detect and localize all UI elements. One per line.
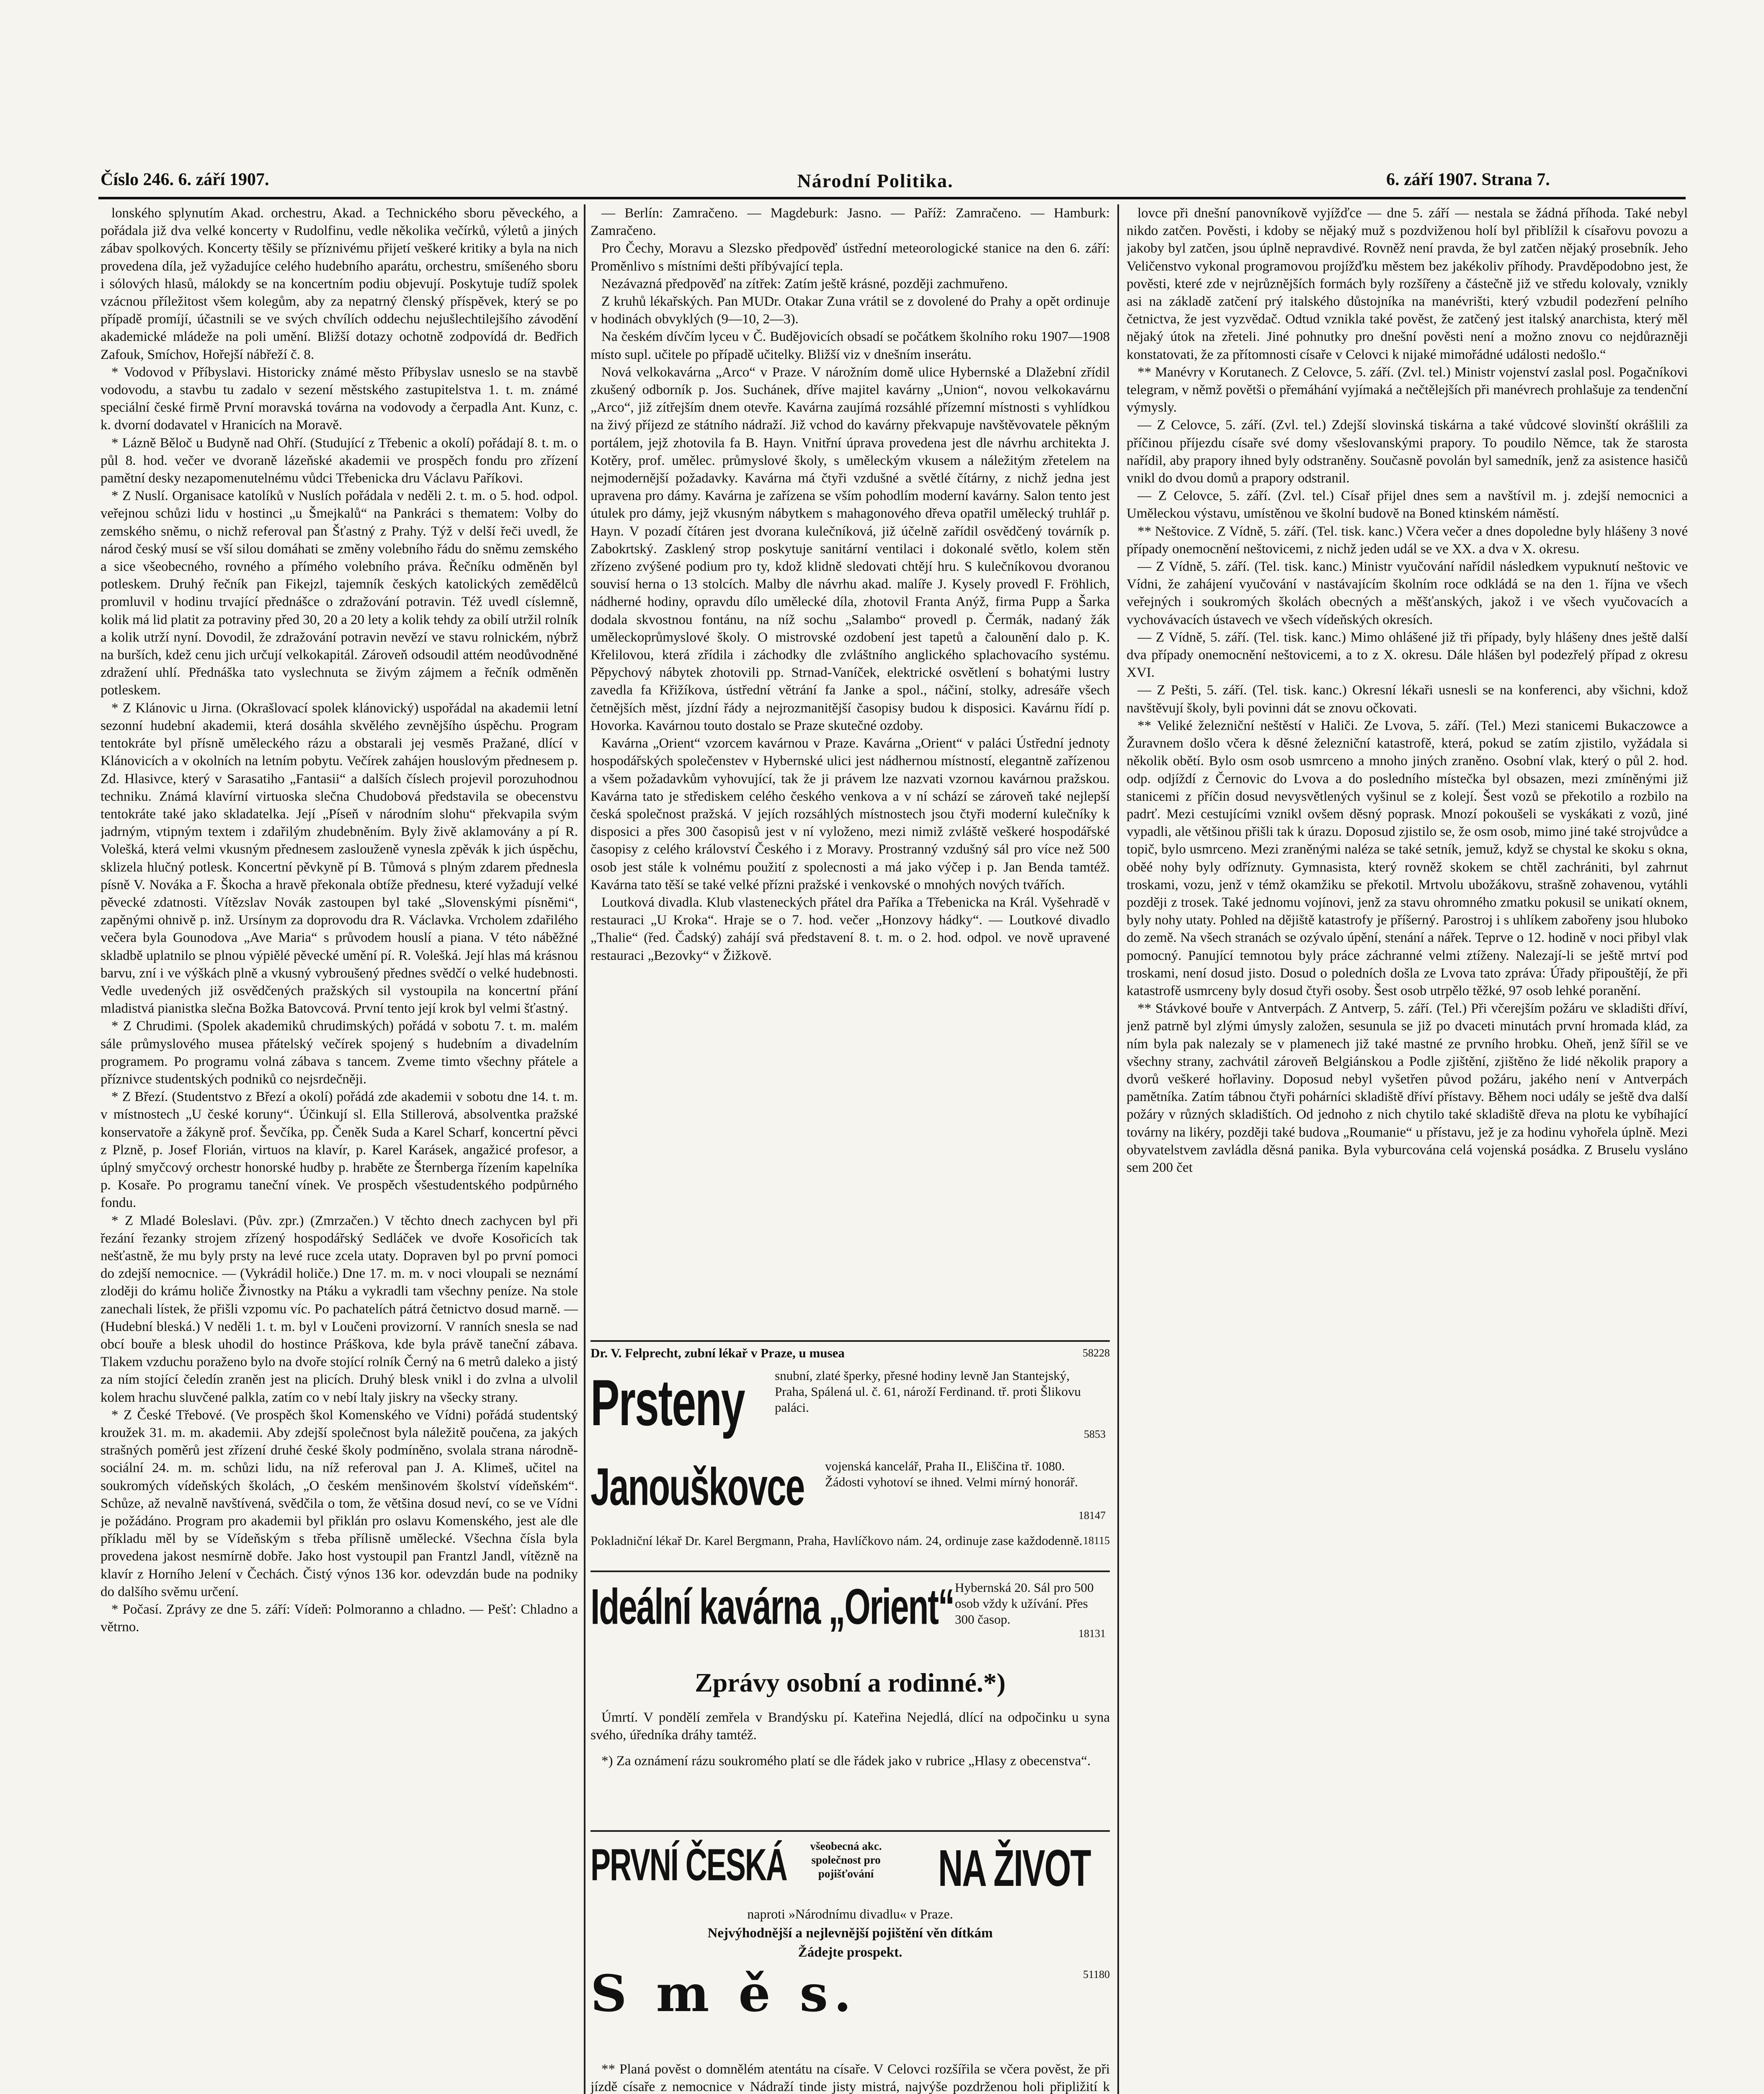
article-paragraph: ** Planá pověst o domnělém atentátu na císaře. V Celovci rozšířila se včera pověst, že při jízdě císaře z nemocnice v Nádraží tinde jisty mistrá, najvýše pozdrženou holi připližití k [591,2062,1110,2094]
ad-insurance-middle: všeobecná akc. společnost pro pojišťování [810,1840,882,1880]
ad-insurance-line: Nejvýhodnější a nejlevnější pojištění věn dítkám [707,1926,993,1941]
ad-dentist: Dr. V. Felprecht, zubní lékař v Praze, u musea 58228 [591,1346,1110,1360]
section-heading-personal: Zprávy osobní a rodinné.*) [694,1668,1006,1697]
ad-orient [591,1578,1110,1653]
article-paragraph: Nová velkokavárna „Arco“ v Praze. V nárožním domě ulice Hybernské a Dlažební zřídil zkušený odborník p. Jos. Suchánek, dříve majitel kavárny „Union“, novou velkokavárnu „Arco“, již zítřejším dnem otevře. Kavárna zaujímá rozsáhlé přízemní místnosti s vyhlídkou na živý příjezd ze státního nádraží. Již vchod do kavárny překvapuje navštěvovatele pěkným portálem, jejž zhotovila fa B. Hayn. Vnitřní úprava provedena jest dle návrhu architekta J. Kotěry, prof. umělec. průmyslové školy, s uměleckým vkusem a náležitým zřetelem na nejmodernější požadavky. Kavárna má čtyři vzdušné a světlé čítárny, z nichž jedna jest upravena pro dámy. Kavárna je zařízena se vším pohodlím moderní kavárny. Salon tento jest útulek pro dámy, jejž vkusným nábytkem s mahagonového dřeva opatřil umělecký truhlář p. Hayn. V pozadí čítáren jest dvorana kulečníková, již účelně zařídil osvědčený továrník p. Zabokrtský. Zasklený strop poskytuje sanitární ventilaci i dokonalé světlo, kolem stěn zřízeno zvýšené podium pro ty, kdož klidně sledovati chtějí hru. S kulečníkovou dvoranou souvisí herna o 13 stolcích. Malby dle návrhu akad. malíře J. Kysely provedl F. Fröhlich, nádherné hodiny, opravdu dílo umělecké díla, zhotovil Franta Anýž, firma Pupp a Šarka dodala skvostnou fontánu, na níž sochu „Salambo“ provedl p. Čermák, nadaný žák uměleckoprůmyslové školy. O mistrovské ozdobení jest tapetů a čalounění dalo p. K. Křelilovou, která zřídila i záchodky dle zvláštního anglického splachovacího systému. Pěpychový nábytek zhotovili pp. Strnad-Vaníček, elektrické osvětlení s bohatými lustry zavedla fa Křižíkova, ústřední větrání fa Janke a spol., náčiní, stolky, adresáře všech četnějších měst, jízdní řády a nejrozmanitější časopisy budou k disposici. Kavárnu řídí p. Hovorka. Kavárnou touto dostalo se Praze skutečné ozdoby. [591,364,1110,733]
article-paragraph: Kavárna „Orient“ vzorcem kavárnou v Praze. Kavárna „Orient“ v paláci Ústřední jednoty hospodářských společenstev v Hybernské ulici jest nádhernou místností, elegantně zařízenou a všem požadavkům vyhovující, tak že ji právem lze nazvati vzornou kavárnou pražskou. Kavárna tato je střediskem celého českého venkova a v ní schází se zároveň také nejlepší česká společnost pražská. V jejích rozsáhlých místnostech jsou čtyři moderní kulečníky k disposici a přes 300 časopisů jest v ní vyloženo, mezi nimiž zvláště veškeré hospodářské časopisy z celého království Českého i z Moravy. Prostranný vzdušný sál pro více než 500 osob jest stále k volnému použití z spolecnosti a má jako výčep i p. Jan Benda tamtéž. Kavárna tato těší se také velké přízni pražské i venkovské o mnohých nových tvářích. [591,736,1110,892]
ad-insurance-left: PRVNÍ ČESKÁ [591,1840,787,1890]
article-paragraph: Na českém dívčím lyceu v Č. Budějovicích obsadí se počátkem školního roku 1907—1908 místo supl. učitele po případě učitelky. Bližší viz v dnešním inserátu. [591,329,1110,362]
death-notice: Úmrtí. V pondělí zemřela v Brandýsku pí. Kateřina Nejedlá, dlící na odpočinku u syna svého, úředníka dráhy tamtéž. [591,1710,1110,1743]
article-paragraph: — Z Vídně, 5. září. (Tel. tisk. kanc.) Ministr vyučování nařídil následkem vypuknutí neštovic ve Vídni, že zahájení vyučování v nastávajícím školním roce odkládá se na den 1. října ve všech veřejných i soukromých školách obecných a měšťanských, jakož i ve všech vyučovacích a vychovávacích ústavech ve všech vídeňských okresích. [1127,559,1688,627]
article-paragraph: — Z Celovce, 5. září. (Zvl. tel.) Zdejší slovinská tiskárna a také vůdcové slovinští okrášlili za příčinou příjezdu císaře své domy všeslovanskými prapory. To poudilo Němce, tak že starosta nařídil, aby prapory ihned byly odstraněny. Současně povolán byl samedník, jenž za asistence hasičů vnikl do dvou domů a prapory odstranil. [1127,418,1688,486]
article-paragraph: ** Stávkové bouře v Antverpách. Z Antverp, 5. září. (Tel.) Při včerejším požáru ve skladišti dříví, jenž patrně byl zlými úmysly založen, sesunula se již po dvaceti minutách první hromada klád, za ním byla pak nalezaly se v plamenech již také mastné ze prvního hrobku. Oheň, jenž šířil se ve všechny strany, zachvátil zároveň Belgiánskou a Podle zjištění, zjištěno že lidé několik prapory a dvorů veškeré hořlaviny. Doposud nebyl vyšetřen původ požáru, jakého není v Antverpách pamětníka. Zatím tábnou čtyři pohárníci skladiště dříví přístavy. Během noci udály se ještě dva další požáry v různých skladištích. Od jednoho z nich chytilo také skladiště dřeva na plotu ke vybíhající továrny na likéry, později také budova „Roumanie“ u přístavu, jež je za hodinu vyhořela úplně. Mezi obyvatelstvem zavládla děsná panika. Byla vyburcována celá vojenská posádka. Z Bruselu vysláno sem 200 čet [1127,1001,1688,1175]
article-paragraph: * Z Chrudimi. (Spolek akademiků chrudimských) pořádá v sobotu 7. t. m. malém sále průmyslového musea přátelský večírek spojený s hudebním a divadelním programem. Po programu volná zábava s tancem. Zveme timto všechny přátele a příznivce studentských podniků co nejsrdečněji. [101,1019,578,1087]
article-paragraph: * Vodovod v Příbyslavi. Historicky známé město Příbyslav usneslo se na stavbě vodovodu, a stavbu tu zadalo v sezení městského zastupitelstva 1. t. m. známé speciální české firmě První moravská továrna na vodovody a čerpadla Ant. Kunz, c. k. dvorní dodavatel v Hranicích na Moravě. [101,364,578,433]
ad-rule [591,1570,1110,1572]
ad-bergmann: Pokladniční lékař Dr. Karel Bergmann, Praha, Havlíčkovo nám. 24, ordinuje zase každodenně. 18115 [591,1533,1110,1548]
ad-prsteny-word: Prsteny [591,1367,745,1440]
column-3 [1127,204,1688,2094]
header-rule [98,197,1686,199]
article-paragraph: — Z Pešti, 5. září. (Tel. tisk. kanc.) Okresní lékaři usnesli se na konferenci, aby všichni, kdož navštěvují školy, byli povinni dát se znovu očkovati. [1127,683,1688,716]
article-paragraph: — Z Celovce, 5. září. (Zvl. tel.) Císař přijel dnes sem a navštívil m. j. zdejší nemocnici a Uměleckou výstavu, umístěnou ve školní budově na Boned ktinském náměstí. [1127,488,1688,521]
article-paragraph: * Z Nuslí. Organisace katolíků v Nuslích pořádala v neděli 2. t. m. o 5. hod. odpol. veřejnou schůzi lidu v hostinci „u Šmejkalů“ na Pankráci s thematem: Volby do zemského sněmu, o nichž referoval pan Šťastný z Prahy. Týž v delší řeči uvedl, že národ český musí se vší silou domáhati se změny volebního řádu do sněmu zemského a sice všeobecného, rovného a přímého volebního práva. Řečníku odměněn byl potleskem. Druhý řečník pan Fikejzl, tajemník českých katolických zemědělců promluvil v hodinu trvající přednášce o zdražování potravin. Též uvedl císlemně, kolik má lid platit za potraviny před 30, 20 a 20 lety a kolik tehdy za obilí utržil rolník a kolik utrží nyní. Dovodil, že zdražování potravin nevězí ve stavu rolnickém, nýbrž na burších, kdež cenu jich určují velkokapitál. Zároveň odsoudil attém neodůvodněné zdražení uhlí. Přednáška tato vyslechnuta se živým zájmem a řečník odměněn potleskem. [101,488,578,698]
newspaper-title: Národní Politika. [797,170,954,191]
column-divider [1117,204,1119,2094]
article-paragraph: * Z Klánovic u Jirna. (Okrašlovací spolek klánovický) uspořádal na akademii letní sezonní hudební akademii, která dosáhla skvělého zevnějšího úspěchu. Program tentokráte byl přísně uměleckého rázu a obstarali jej vesměs Pražané, dlící v Klánovicích a v okolních na letním pobytu. Večírek zahájen houslovým přednesem p. Zd. Hlasivce, který v Sarasatiho „Fantasii“ a dalších číslech projevil porozuhodnou techniku. Známá klavírní virtuoska slečna Chudobová představila se obecenstvu tentokráte také jako skladatelka. Její „Píseň v národním slohu“ překvapila svým jadrným, vtipným textem i zdařilým zhudebněním. Byly živě aklamovány a pí R. Volešká, která velmi vkusným přednesem zaslouženě vynesla zpěvák k jich úspěchu, sklizela hlučný potlesk. Koncertní pěvkyně pí B. Tůmová s plným zdarem přednesla písně V. Nováka a F. Škocha a hravě překonala obtíže přednesu, které vyžadují velké pěvecké zdatnosti. Vítězslav Novák zastoupen byl také „Slovenskými písněmi“, zapěnými ohnivě p. inž. Ursínym za doprovodu dra R. Václavka. Vrcholem zdařilého večera byla Gounodova „Ave Maria“ s průvodem houslí a piana. V této náběžné skladbě uplatnilo se plnou výpiělé pěvecké umění pí. R. Volešká. Její hlas má krásnou barvu, zní i ve výškách plně a vkusný vybroušený přednes svědčí o velké hudebnosti. Vedle uvedených již osvědčených pražských sil vystoupila na koncertní přání mladistvá pianistka slečna Božka Batovcová. První tento její krok byl velmi šťastný. [101,700,578,1016]
ad-number: 18147 [1078,1509,1106,1522]
article-paragraph: * Z Mladé Boleslavi. (Pův. zpr.) (Zmrzačen.) V těchto dnech zachycen byl při řezání řezanky strojem zřízený hospodářský Sedláček ve dvoře Kosořicích tak nešťastně, že mu byly prsty na levé ruce zcela utaty. Dopraven byl po první pomoci do zdejší nemocnice. — (Vykrádil holiče.) Dne 17. m. m. v noci vloupali se neznámí zloději do krámu holiče Živnostky na Ptáku a vykradli tam všechny peníze. Na stole zanechali lístek, že přišli vzpomu víc. Po pachatelích pátrá četnictvo dosud marně. — (Hudební bleská.) V neděli 1. t. m. byl v Loučeni provizorní. V ranních snesla se nad obcí bouře a blesk uhodil do hostince Práškova, kde byla právě taneční zábava. Tlakem vzduchu poraženo bylo na dvoře stojící rolník Černý na 6 metrů daleko a jistý za ním stojící čeledín zraněn jest na plicích. Druhý blesk vnikl i do zvlna a ulvolil kolem hrachu sluvčené palkla, zatím co v nebí ltaly jiskry na všecky strany. [101,1213,578,1405]
ad-janouskovce [591,1457,1110,1528]
ad-number: 51180 [1083,1968,1110,1981]
ad-janouskovce-word: Janouškovce [591,1457,805,1516]
column-divider [584,204,585,2094]
footnote: *) Za oznámení rázu soukromého platí se dle řádek jako v rubrice „Hlasy z obecenstva“. [601,1754,1091,1769]
column-2-articles [591,204,1110,1335]
article-paragraph: ** Veliké železniční neštěstí v Haliči. Ze Lvova, 5. září. (Tel.) Mezi stanicemi Bukaczowce a Žuravnem došlo včera k děsné železniční katastrofě, která, pokud se zatím zjistilo, vyžádala si několik obětí. Bylo osm osob usmrceno a mnoho jiných zraněno. Osobní vlak, který o půl 2. hod. odp. odjíždí z Černovic do Lvova a do posledního místečka byl obsazen, mezi zmíněnými již stanicemi z příčin dosud nevysvětlených vyšinul se z kolejí. Šest vozů se překotilo a rozbilo na padrť. Mezi cestujícími vznikl ovšem děsný poprask. Mnozí pokoušeli se vyskákati z vozů, jiné vypadli, ale většinou přišli tak k úrazu. Doposud zjistilo se, že osm osob, mimo jiné také strojvůdce a topič, bylo usmrceno. Mezi zraněnými naléza se také setník, jemuž, když se chystal ke skoku s okna, oběé nohy byly odříznuty. Gymnasista, který rovněž skokem se chtěl zachrániti, byl zahrnut troskami, vozu, jenž v témž okamžiku se překotil. Mrtvolu ubožákovu, strašně zohavenou, vytáhli později z trosek. Také jednomu vojínovi, jenž za stavu ohromného zmatku pokusil se unikatí oknem, byly nohy utaty. Pohled na dějiště katastrofy je příšerný. Parostroj i s uhlíkem zabořeny jsou hluboko do země. Na všech stranách se ozývalo úpění, stenání a nářek. Teprve o 12. hodině v noci přibyl vlak pomocný. Panující temnotou byly práce záchranné velmi ztíženy. Nalezají-li se ještě mrtví pod troskami, není dosud jisto. Dosud o poledních došla ze Lvova tato zpráva: Úřady připouštějí, že při katastrofě usmrceny byly dosud čtyři osoby. Šest osob utrpělo těžké, 97 osob lehké poranění. [1127,718,1688,998]
section-smes [591,2060,1110,2094]
article-paragraph: * Z České Třebové. (Ve prospěch škol Komenského ve Vídni) pořádá studentský kroužek 31. m. m. akademii. Aby zdejší společnost byla náležitě poučena, za jakých strašných poměrů jest zřízení druhé české školy podmíněno, svolala strana národně-sociální 24. m. m. schůzi lidu, na níž referoval pan J. A. Klimeš, učitel na soukromých vídeňských školách, „O českém menšinovém školství vídeňském“. Schůze, až nevalně navštívená, svědčila o tom, že většina dosud neví, co se ve Vídni je požádáno. Program pro akademii byl přiklán pro oslavu Komenského, jest ale dle příkladu měl by se Vídeňským s třeba přílisně umělecké. Všechna čísla byla provedena jakost nesmírně dobře. Jako host vystoupil pan Frantzl Jandl, vítězně na klavír z Horního Jelení v Čechách. Čistý výnos 136 kor. odevzdán bude na podniky do dalšího svěmu určení. [101,1407,578,1599]
article-paragraph: lovce při dnešní panovníkově vyjížďce — dne 5. září — nestala se žádná příhoda. Také nebyl nikdo zatčen. Pověsti, i kdoby se nějaký muž s pozdviženou holí byl přiblížil k císařovu povozu a jakoby byl zatčen, jsou úplně nepravdivé. Rovněž není pravda, že byl zatčen nějaký prosebník. Jeho Veličenstvo vykonal programovou projížďku městem bez jakékoliv příhody. Pravděpodobno jest, že pověsti, které zde v nejrůznějších formách byly rozšířeny a částečně již ve středu kolovaly, vznikly asi na základě zatčení prý italského důstojníka na manévrišti, který vzbudil podezření pelního četnictva, že jest vyzvědač. Odtud vznikla také pověst, že zatčený jest italský anarchista, který měl nějaký útok na zřeteli. Jiné pohnutky pro dnešní pověsti není a možno znovu co nejdůrazněji konstatovati, že za přítomnosti císaře v Celovci k nijaké mimořádné události nedošlo.“ [1127,206,1688,362]
section-personal [591,1709,1110,1770]
article-paragraph: Nezávazná předpověď na zítřek: Zatím ještě krásné, později zachmuřeno. [601,276,1008,291]
header-date-page: 6. září 1907. Strana 7. [1386,170,1550,189]
article-paragraph: — Z Vídně, 5. září. (Tel. tisk. kanc.) Mimo ohlášené již tři případy, byly hlášeny dnes ještě další dva případy onemocnění neštovicemi, a to z X. okresu. Dále hlášen byl podezřelý případ z okresu XVI. [1127,629,1688,681]
article-paragraph: * Lázně Běloč u Budyně nad Ohří. (Studující z Třebenic a okolí) pořádají 8. t. m. o půl 8. hod. večer ve dvoraně lázeňské akademii ve prospěch fondu pro zřízení pamětní desky nezapomenutelnému vůdci Třebenicka dru Václavu Paříkovi. [101,435,578,486]
article-paragraph: ** Neštovice. Z Vídně, 5. září. (Tel. tisk. kanc.) Včera večer a dnes dopoledne byly hlášeny 3 nové případy onemocnění neštovicemi, z nichž jeden udál se ve XX. a dva v X. okresu. [1127,524,1688,557]
ad-prsteny-text: snubní, zlaté šperky, přesné hodiny levně Jan Stantejský, Praha, Spálená ul. č. 61, nároží Ferdinand. tř. proti Šlikovu paláci. [775,1368,1081,1415]
ad-rule [591,1340,1110,1342]
article-paragraph: Loutková divadla. Klub vlasteneckých přátel dra Paříka a Třebenicka na Král. Vyšehradě v restauraci „U Kroka“. Hraje se o 7. hod. večer „Honzovy hádky“. — Loutkové divadlo „Thalie“ (řed. Čadský) zahájí svá představení 8. t. m. o 2. hod. odpol. ve nově upravené restauraci „Bezovky“ v Žižkově. [591,895,1110,963]
article-paragraph: Z kruhů lékařských. Pan MUDr. Otakar Zuna vrátil se z dovolené do Prahy a opět ordinuje v hodinách obvyklých (9—10, 2—3). [591,294,1110,327]
article-paragraph: Pro Čechy, Moravu a Slezsko předpověď ústřední meteorologické stanice na den 6. září: Proměnlivo s místními dešti příbývající tepla. [591,241,1110,274]
section-heading-smes: S m ě s. [591,1964,857,2023]
article-paragraph: ** Manévry v Korutanech. Z Celovce, 5. září. (Zvl. tel.) Ministr vojenství zaslal posl. Pogačníkovi telegram, v němž povětši o přemáhání vyjímaká a nečtělejších při manévrech prohlašuje za tendenční výmysly. [1127,364,1688,415]
ad-prsteny [591,1366,1110,1446]
ad-rule [591,1830,1110,1832]
ad-insurance-prospect: Žádejte prospekt. [798,1945,903,1960]
article-paragraph: lonského splynutím Akad. orchestru, Akad. a Technického sboru pěveckého, a pořádala již dva velké koncerty v Rudolfinu, vedle několika večírků, výletů a jiných zábav spolkových. Koncerty těšily se příznivému přijetí veškeré kritiky a byla na nich provedena díla, jež vyžadujíce celého hudebního aparátu, orchestru, smíšeného sboru i sólových hlasů, málokdy se na koncertním podiu objevují. Poskytuje tudíž spolek vzácnou příležitost všem kolegům, aby za nepatrný členský příspěvek, který se po případě promíjí, účastnili se ve svých chvílích oddechu nejušlechtilejšího závodění akademické mládeže na poli umění. Bližší dotazy ochotně zodpovídá dr. Bedřich Zafouk, Smíchov, Hořejší nábřeží č. 8. [101,206,578,362]
article-paragraph: * Z Březí. (Studentstvo z Březí a okolí) pořádá zde akademii v sobotu dne 14. t. m. v místnostech „U české koruny“. Účinkují sl. Ella Stillerová, absolventka pražské konservatoře a žákyně prof. Ševčíka, pp. Čeněk Suda a Karel Scharf, koncertní pěvci z Plzně, p. Josef Florián, virtuos na klavír, p. Karel Karásek, angažicé profesor, a úplný smyčcový orchestr honorské hudby p. hraběte ze Šternberga řízením kapelníka p. Kosaře. Po programu taneční vínek. Ve prospěch všestudentského podpůrného fondu. [101,1089,578,1211]
ad-janouskovce-text: vojenská kancelář, Praha II., Eliščina tř. 1080. Žádosti vyhotoví se ihned. Velmi mírný honorář. [825,1459,1078,1489]
column-1 [101,204,578,2094]
ad-number: 18131 [1078,1627,1106,1640]
ad-orient-word: Ideální kavárna „Orient“ [591,1578,954,1635]
ad-insurance-right: NA ŽIVOT [938,1840,1091,1897]
ad-orient-text: Hybernská 20. Sál pro 500 osob vždy k užívání. Přes 300 časop. [955,1580,1094,1627]
article-paragraph: — Berlín: Zamračeno. — Magdeburk: Jasno. — Paříž: Zamračeno. — Hamburk: Zamračeno. [591,206,1110,239]
ad-insurance-address: naproti »Národnímu divadlu« v Praze. [747,1906,953,1921]
ad-number: 5853 [1084,1428,1106,1440]
header-issue: Číslo 246. 6. září 1907. [101,170,269,189]
article-paragraph: * Počasí. Zprávy ze dne 5. září: Vídeň: Polmoranno a chladno. — Pešť: Chladno a větrno. [101,1602,578,1635]
